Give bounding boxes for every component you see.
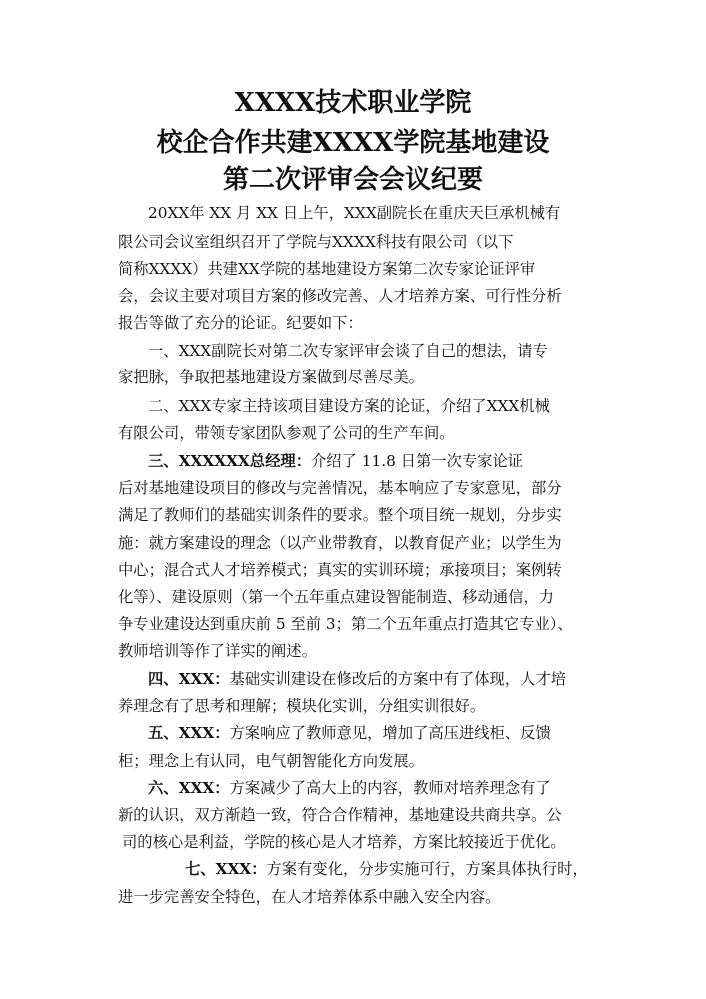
body-line: 施：就方案建设的理念（以产业带教育，以教育促产业；以学生为	[118, 534, 562, 552]
body-line: 后对基地建设项目的修改与完善情况，基本响应了专家意见，部分	[118, 479, 562, 497]
title-line-2: 校企合作共建XXXX学院基地建设	[156, 128, 550, 158]
body-line: 二、XXX专家主持该项目建设方案的论证，介绍了XXX机械	[148, 397, 550, 415]
item-five-line	[148, 722, 551, 744]
item-seven-lead: 七、XXX：	[185, 860, 267, 878]
item-three-lead: 三、XXXXXX总经理：	[148, 452, 311, 470]
body-line: 报告等做了充分的论证。纪要如下：	[118, 314, 363, 332]
item-three-line	[148, 450, 523, 472]
item-three-text: 介绍了 11.8 日第一次专家论证	[311, 452, 524, 470]
body-line: 养理念有了思考和理解；模块化实训，分组实训很好。	[118, 697, 486, 715]
body-line: 会，会议主要对项目方案的修改完善、人才培养方案、可行性分析	[118, 287, 562, 305]
body-line: 进一步完善安全特色，在人才培养体系中融入安全内容。	[118, 888, 501, 906]
item-six-line	[148, 777, 551, 799]
body-line: 家把脉，争取把基地建设方案做到尽善尽美。	[118, 368, 424, 386]
body-line: 教师培训等作了详实的阐述。	[118, 642, 317, 660]
title-line-3: 第二次评审会会议纪要	[222, 165, 483, 195]
body-line: 化等）、建设原则（第一个五年重点建设智能制造、移动通信，力	[118, 588, 554, 606]
item-five-text: 方案响应了教师意见，增加了高压进线柜、反馈	[229, 724, 551, 742]
item-five-lead: 五、XXX：	[148, 724, 230, 742]
item-four-line	[148, 668, 566, 690]
body-line: 司的核心是利益，学院的核心是人才培养，方案比较接近于优化。	[122, 833, 566, 851]
body-line: 简称XXXX）共建XX学院的基地建设方案第二次专家论证评审	[118, 260, 536, 278]
body-line: 限公司会议室组织召开了学院与XXXX科技有限公司（以下	[118, 233, 514, 251]
item-six-text: 方案减少了高大上的内容，教师对培养理念有了	[229, 779, 551, 797]
body-line: 20XX年 XX 月 XX 日上午，XXX副院长在重庆天巨承机械有	[148, 204, 561, 222]
body-line: 满足了教师们的基础实训条件的要求。整个项目统一规划，分步实	[118, 506, 562, 524]
item-seven-text: 方案有变化，分步实施可行，方案具体执行时，	[266, 860, 588, 878]
title-line-1: XXXX技术职业学院	[234, 88, 472, 118]
item-six-lead: 六、XXX：	[148, 779, 230, 797]
body-line: 有限公司，带领专家团队参观了公司的生产车间。	[118, 424, 455, 442]
item-four-lead: 四、XXX：	[148, 670, 230, 688]
body-line: 中心；混合式人才培养模式；真实的实训环境；承接项目；案例转	[118, 561, 562, 579]
item-four-text: 基础实训建设在修改后的方案中有了体现，人才培	[229, 670, 567, 688]
body-line: 一、XXX副院长对第二次专家评审会谈了自己的想法，请专	[148, 342, 548, 360]
body-line: 柜；理念上有认同，电气朝智能化方向发展。	[118, 752, 424, 770]
body-line: 争专业建设达到重庆前 5 至前 3；第二个五年重点打造其它专业）、	[118, 615, 573, 633]
item-seven-line	[185, 858, 588, 880]
body-line: 新的认识，双方渐趋一致，符合合作精神，基地建设共商共享。公	[118, 806, 562, 824]
